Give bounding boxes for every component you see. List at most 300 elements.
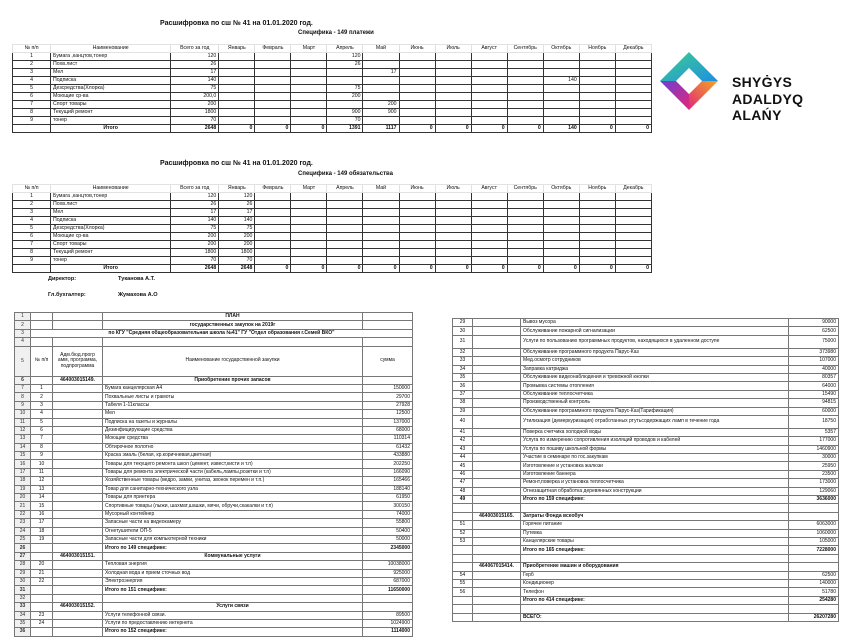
plan-name: Электроэнергия <box>103 577 363 585</box>
plan-num: 32 <box>453 348 473 356</box>
month-value: 70 <box>327 117 363 125</box>
sheet-row-number: 36 <box>15 628 31 636</box>
month-value <box>327 233 363 241</box>
plan-code <box>473 613 521 621</box>
plan-num: 2 <box>31 393 53 401</box>
plan-code <box>473 487 521 495</box>
plan-num: 43 <box>453 445 473 453</box>
plan-code <box>53 619 103 627</box>
month-value <box>291 109 327 117</box>
month-value <box>543 241 579 249</box>
plan-num <box>31 603 53 611</box>
plan-sum: 2345000 <box>363 544 413 552</box>
month-value <box>471 249 507 257</box>
plan-row <box>453 496 839 504</box>
row-total: 120 <box>171 53 219 61</box>
month-header: Март <box>291 45 327 53</box>
month-value <box>291 217 327 225</box>
plan-code: 464067015414. <box>473 563 521 571</box>
plan-row <box>453 437 839 445</box>
row-num: 2 <box>13 61 51 69</box>
plan-num: 14 <box>31 494 53 502</box>
sheet-row-number: 30 <box>15 577 31 585</box>
month-value <box>543 193 579 201</box>
plan-code <box>473 415 521 428</box>
month-value <box>543 225 579 233</box>
month-value <box>471 69 507 77</box>
plan-num: 18 <box>31 527 53 535</box>
plan-row <box>453 382 839 390</box>
month-value <box>435 117 471 125</box>
month-value <box>615 77 651 85</box>
plan-row <box>15 494 413 502</box>
plan-name: Кондиционер <box>521 579 789 587</box>
sheet2-subtitle: Специфика - 149 обязательства <box>298 171 393 177</box>
sheet1-table <box>12 44 652 133</box>
month-value <box>579 257 615 265</box>
month-value <box>255 217 291 225</box>
plan-name: Товары для принтера <box>103 494 363 502</box>
month-header: Июль <box>435 185 471 193</box>
logo-mark-icon <box>658 50 720 112</box>
month-value <box>471 233 507 241</box>
month-value <box>507 249 543 257</box>
table-row <box>13 77 652 85</box>
plan-code: 464003015149. <box>53 376 103 384</box>
plan-name: Итого по 414 специфике: <box>521 596 789 604</box>
row-name: тонер <box>51 117 171 125</box>
sheet-row-number: 29 <box>15 569 31 577</box>
plan-code <box>473 496 521 504</box>
plan-row <box>453 605 839 613</box>
month-value <box>363 77 399 85</box>
plan-num: 37 <box>453 390 473 398</box>
plan-sum: 10038000 <box>363 561 413 569</box>
plan-sum: 140000 <box>789 579 839 587</box>
plan-name: Обслуживание теплосчетчика <box>521 390 789 398</box>
plan-sum: 80357 <box>789 373 839 381</box>
plan-num <box>453 563 473 571</box>
month-value <box>255 249 291 257</box>
row-total: 70 <box>171 257 219 265</box>
table-row <box>13 241 652 249</box>
month-value <box>363 85 399 93</box>
plan-name: Запасные части на видеокамеру <box>103 519 363 527</box>
row-name: Бумага ,канцтов,тонер <box>51 193 171 201</box>
plan-num: 17 <box>31 519 53 527</box>
plan-row <box>15 384 413 392</box>
director-name: Туканова А.Т. <box>118 276 155 282</box>
plan-name: Итого по 159 специфике: <box>521 496 789 504</box>
plan-num: 19 <box>31 535 53 543</box>
row-num: 9 <box>13 257 51 265</box>
month-header: Ноябрь <box>579 185 615 193</box>
month-value <box>471 85 507 93</box>
month-value <box>363 201 399 209</box>
month-header: Август <box>471 185 507 193</box>
month-value <box>615 53 651 61</box>
month-value <box>255 61 291 69</box>
plan-code <box>473 537 521 545</box>
plan-code <box>53 510 103 518</box>
table-row <box>13 257 652 265</box>
month-header: Июнь <box>399 45 435 53</box>
plan-row <box>453 319 839 327</box>
row-total: 26 <box>171 201 219 209</box>
month-value: 17 <box>219 209 255 217</box>
month-value <box>327 209 363 217</box>
plan-code <box>473 554 521 562</box>
row-total: 26 <box>171 61 219 69</box>
month-value <box>291 201 327 209</box>
plan-sum: 373980 <box>789 348 839 356</box>
plan-name: Обслуживание программного продукта Парус-Каз(Тарификация) <box>521 407 789 415</box>
table-row <box>13 53 652 61</box>
month-value <box>399 209 435 217</box>
month-value <box>615 193 651 201</box>
month-value <box>435 101 471 109</box>
plan-name: Холодная вода и прием сточных вод <box>103 569 363 577</box>
plan-sum <box>363 594 413 602</box>
plan-row <box>15 619 413 627</box>
month-value <box>399 225 435 233</box>
month-value <box>363 241 399 249</box>
plan-sum: 94815 <box>789 399 839 407</box>
plan-name: Спортивные товары (лыжи, шахмат,шашки, мячи, обручи,скакалки и т.п) <box>103 502 363 510</box>
table-row <box>13 117 652 125</box>
month-header: Март <box>291 185 327 193</box>
month-header: Июнь <box>399 185 435 193</box>
month-value <box>399 69 435 77</box>
month-value <box>399 109 435 117</box>
plan-name: Услуги по пользованию программных продуктов, находящихся в удаленном доступе <box>521 335 789 348</box>
month-value <box>435 85 471 93</box>
plan-sum: 177000 <box>789 437 839 445</box>
month-value <box>327 241 363 249</box>
month-value <box>291 77 327 85</box>
plan-sum: 51780 <box>789 588 839 596</box>
sheet-row-number: 31 <box>15 586 31 594</box>
month-value <box>615 109 651 117</box>
plan-num: 48 <box>453 487 473 495</box>
plan-name: Огнезащитная обработка деревянных конструкции <box>521 487 789 495</box>
plan-num: 12 <box>31 477 53 485</box>
plan-name: Услуги телефонной связи. <box>103 611 363 619</box>
sheet-row-number: 17 <box>15 468 31 476</box>
month-value <box>327 249 363 257</box>
month-value <box>507 101 543 109</box>
month-value <box>615 249 651 257</box>
plan-name <box>521 605 789 613</box>
plan-row <box>15 594 413 602</box>
total-month-value: 0 <box>471 125 507 133</box>
plan-sum: 23500 <box>789 470 839 478</box>
plan-sum: 68000 <box>363 426 413 434</box>
plan-code <box>473 357 521 365</box>
plan-code <box>473 319 521 327</box>
plan-row <box>453 399 839 407</box>
total-month-value: 0 <box>579 125 615 133</box>
month-value <box>435 201 471 209</box>
row-num: 6 <box>13 233 51 241</box>
plan-code: 464003015151. <box>53 552 103 560</box>
plan-num: 44 <box>453 454 473 462</box>
plan-code <box>473 399 521 407</box>
plan-row <box>453 348 839 356</box>
month-value <box>363 209 399 217</box>
sheet-row-number: 34 <box>15 611 31 619</box>
month-value <box>327 217 363 225</box>
plan-title3: по КГУ "Средняя общеобразовательная школа №41" ГУ "Отдел образования г.Семей ВКО" <box>31 329 413 337</box>
month-header: Январь <box>219 185 255 193</box>
month-value <box>363 217 399 225</box>
plan-code <box>473 373 521 381</box>
month-header: Сентябрь <box>507 185 543 193</box>
month-value <box>579 109 615 117</box>
table-header-row <box>13 45 652 53</box>
plan-num: 46 <box>453 470 473 478</box>
plan-name: Затраты Фонда всеобуч <box>521 512 789 520</box>
plan-sum: 925000 <box>363 569 413 577</box>
month-header: Декабрь <box>615 185 651 193</box>
plan-code <box>473 470 521 478</box>
month-value <box>219 61 255 69</box>
total-value: 2648 <box>171 125 219 133</box>
plan-name: Моющие средства <box>103 435 363 443</box>
plan-code <box>53 384 103 392</box>
plan-row <box>15 426 413 434</box>
plan-table: 1 ПЛАН 2 государственных закупок на 2019г 3 по КГУ "Средняя общеобразовательная школа №41" ГУ "Отдел образования г.Семей ВКО" 4 5 № п/п Адм.бюд.прогр амм, программа, подпрограмма Наименование государственной закупки сумма 6 464003015149. Приобретение прочих запасов 7 1 Бумага канцелярская А4 150000 8 2 Похвальные листы и грамоты 29700 9 3 Табеля 1-11классы 27928 10 4 Мел 12500 11 5 Подписка на газеты и журналы 137000 12 6 Дезинфицирующие средства 68000 13 7 Моющие средства 110314 14 8 Обтирочное полотно 61432 15 9 Краска эмаль (белая, кр.коричневая,цветная) 433880 16 10 Товары для текущего ремонта школ (цемент, извест,кисти и т.п) 202250 17 11 Товары для ремонта электрической части (кабель,лампы,розетки и т.п) 166090 18 12 Хозяйственные товары (ведро, замки, унитаз, звонок перемен и т.п.) 165466 19 13 Товар для санитарно-технического узла 188140 20 14 Товары для принтера 61950 21 15 Спортивные товары (лыжи, шахмат,шашки, мячи, обручи,скакалки и т.п) 300150 22 16 Мусорный контейнер 74000 23 17 Запасные части на видеокамеру 55800 24 18 Огнетушители ОП-5 50400 25 19 Запасные части для компьютерной техники 50000 26 Итого по 149 специфике: 2345000 27 464003015151. Коммунальные услуги 28 20 Тепловая энергия 10038000 29 21 Холодная вода и прием сточных вод 925000 30 22 Электроэнергия 687000 31 Итого по 151 специфике: 11650000 32 33 464003015152. Услуги связи 34 23 Услуги телефонной связи. 89500 35 24 Услуги по предоставлению интернета 1024900 36 Итого по 152 специфике: 1114000 <box>14 312 413 637</box>
plan-name: Огнетушители ОП-5 <box>103 527 363 535</box>
plan-code <box>53 628 103 636</box>
month-value <box>615 85 651 93</box>
row-name: Моющие ср-ва <box>51 93 171 101</box>
plan-sum: 300150 <box>363 502 413 510</box>
row-name: Текущий ремонт <box>51 109 171 117</box>
plan-code: 464003015152. <box>53 603 103 611</box>
plan-sum <box>789 512 839 520</box>
plan-sum: 188140 <box>363 485 413 493</box>
plan-hdr-sum: сумма <box>363 346 413 376</box>
month-value <box>219 117 255 125</box>
plan-code <box>473 428 521 436</box>
plan-sum: 50000 <box>363 535 413 543</box>
month-value <box>543 61 579 69</box>
month-value <box>507 85 543 93</box>
plan-name: Услуга по пошиву школьной формы <box>521 445 789 453</box>
plan-row <box>453 613 839 621</box>
plan-hdr-num: № п/п <box>31 346 53 376</box>
plan-sum: 1114000 <box>363 628 413 636</box>
month-value <box>543 53 579 61</box>
col-header: Всего за год <box>171 185 219 193</box>
month-value <box>543 201 579 209</box>
month-value <box>543 85 579 93</box>
plan-sum: 173000 <box>789 479 839 487</box>
total-month-value: 0 <box>363 265 399 273</box>
total-month-value: 0 <box>435 125 471 133</box>
sheet-row-number: 13 <box>15 435 31 443</box>
month-value <box>291 193 327 201</box>
plan-name: Горячее питание <box>521 521 789 529</box>
month-value <box>471 193 507 201</box>
month-value <box>399 257 435 265</box>
row-num: 4 <box>13 77 51 85</box>
plan-name: Обслуживание видеонаблюдения и тревожной кнопки <box>521 373 789 381</box>
sheet-row-number: 19 <box>15 485 31 493</box>
month-value <box>579 233 615 241</box>
accountant-label: Гл.бухгалтер: <box>48 292 86 298</box>
table-row <box>13 93 652 101</box>
plan-code <box>473 605 521 613</box>
month-value <box>255 241 291 249</box>
plan-row <box>15 502 413 510</box>
total-value: 2648 <box>171 265 219 273</box>
table-row <box>13 61 652 69</box>
month-value <box>579 85 615 93</box>
plan-name: Услуги связи <box>103 603 363 611</box>
month-value <box>255 93 291 101</box>
plan-code <box>473 335 521 348</box>
row-num: 1 <box>13 193 51 201</box>
month-value <box>399 117 435 125</box>
month-value <box>435 53 471 61</box>
plan-row <box>15 477 413 485</box>
sheet-row-number: 10 <box>15 410 31 418</box>
month-value: 1800 <box>219 249 255 257</box>
plan-num: 41 <box>453 428 473 436</box>
month-header: Октябрь <box>543 185 579 193</box>
plan-code <box>473 390 521 398</box>
month-value <box>507 209 543 217</box>
plan-title2: государственных закупок на 2019г <box>103 321 363 329</box>
logo-line1: SHYĠYS <box>732 74 793 90</box>
plan-code <box>53 393 103 401</box>
sheet-row-number: 12 <box>15 426 31 434</box>
plan-name: Производственный контроль <box>521 399 789 407</box>
plan-code <box>53 418 103 426</box>
month-value <box>219 101 255 109</box>
sheet-row-number: 28 <box>15 561 31 569</box>
month-value <box>543 233 579 241</box>
row-name: Спорт товары <box>51 101 171 109</box>
table-row <box>13 225 652 233</box>
month-value <box>507 193 543 201</box>
row-name: Бумага ,канцтов,тонер <box>51 53 171 61</box>
row-name: Дезсредства(Хлорка) <box>51 225 171 233</box>
plan-num: 47 <box>453 479 473 487</box>
sheet-row-number: 35 <box>15 619 31 627</box>
sheet-row-number: 20 <box>15 494 31 502</box>
month-header: Июль <box>435 45 471 53</box>
accountant-name: Жумахова А.О <box>118 292 158 298</box>
month-value <box>399 77 435 85</box>
sheet-row-number: 24 <box>15 527 31 535</box>
logo <box>652 44 836 132</box>
plan-num: 6 <box>31 426 53 434</box>
row-total: 1800 <box>171 249 219 257</box>
plan-sum <box>363 552 413 560</box>
table-row <box>13 109 652 117</box>
plan-name: Услуги по предоставлению интернета <box>103 619 363 627</box>
col-header: Всего за год <box>171 45 219 53</box>
plan-sum <box>789 504 839 512</box>
col-header: Наименование <box>51 45 171 53</box>
sheet-row-number: 32 <box>15 594 31 602</box>
row-num: 6 <box>13 93 51 101</box>
plan-name: Итого по 165 специфике: <box>521 546 789 554</box>
plan-name: Дезинфицирующие средства <box>103 426 363 434</box>
month-header: Январь <box>219 45 255 53</box>
plan-sum: 60000 <box>789 407 839 415</box>
month-value <box>435 61 471 69</box>
sheet2-title: Расшифровка по сш № 41 на 01.01.2020 год. <box>160 160 313 167</box>
month-value: 200 <box>363 101 399 109</box>
row-num: 2 <box>13 201 51 209</box>
row-total: 200 <box>171 241 219 249</box>
row-total: 1800 <box>171 109 219 117</box>
plan-num: 4 <box>31 410 53 418</box>
month-value <box>471 93 507 101</box>
plan-sum <box>363 603 413 611</box>
plan-code <box>473 327 521 335</box>
plan-row <box>453 554 839 562</box>
plan-num: 21 <box>31 569 53 577</box>
plan-num <box>453 605 473 613</box>
month-value <box>327 77 363 85</box>
plan-row <box>15 410 413 418</box>
plan-sum <box>363 376 413 384</box>
month-value <box>507 109 543 117</box>
sheet1-subtitle: Специфика - 149 платежи <box>298 30 374 36</box>
month-value <box>399 233 435 241</box>
plan-num: 54 <box>453 571 473 579</box>
month-value <box>327 193 363 201</box>
month-value <box>471 109 507 117</box>
plan-num <box>31 586 53 594</box>
plan-row <box>453 546 839 554</box>
plan-code: 464003015165. <box>473 512 521 520</box>
plan-code <box>53 527 103 535</box>
total-month-value: 0 <box>327 265 363 273</box>
plan-sum: 254280 <box>789 596 839 604</box>
month-header: Декабрь <box>615 45 651 53</box>
month-value: 75 <box>327 85 363 93</box>
month-value <box>291 69 327 77</box>
row-name: Текущий ремонт <box>51 249 171 257</box>
plan-row <box>453 588 839 596</box>
plan-sum: 26207280 <box>789 613 839 621</box>
month-value <box>255 109 291 117</box>
plan-name: Путевка <box>521 529 789 537</box>
plan-sum: 202250 <box>363 460 413 468</box>
month-value: 200 <box>327 93 363 101</box>
month-value <box>291 233 327 241</box>
plan-row <box>453 470 839 478</box>
plan-sum: 150000 <box>363 384 413 392</box>
table-row <box>13 233 652 241</box>
month-value <box>219 109 255 117</box>
plan-row <box>453 563 839 571</box>
row-name: Подписка <box>51 217 171 225</box>
month-value <box>507 53 543 61</box>
plan-code <box>473 454 521 462</box>
sheet-row-number: 25 <box>15 535 31 543</box>
month-value <box>363 233 399 241</box>
plan-row <box>453 537 839 545</box>
plan2-table <box>452 318 839 622</box>
row-num: 3 <box>13 209 51 217</box>
